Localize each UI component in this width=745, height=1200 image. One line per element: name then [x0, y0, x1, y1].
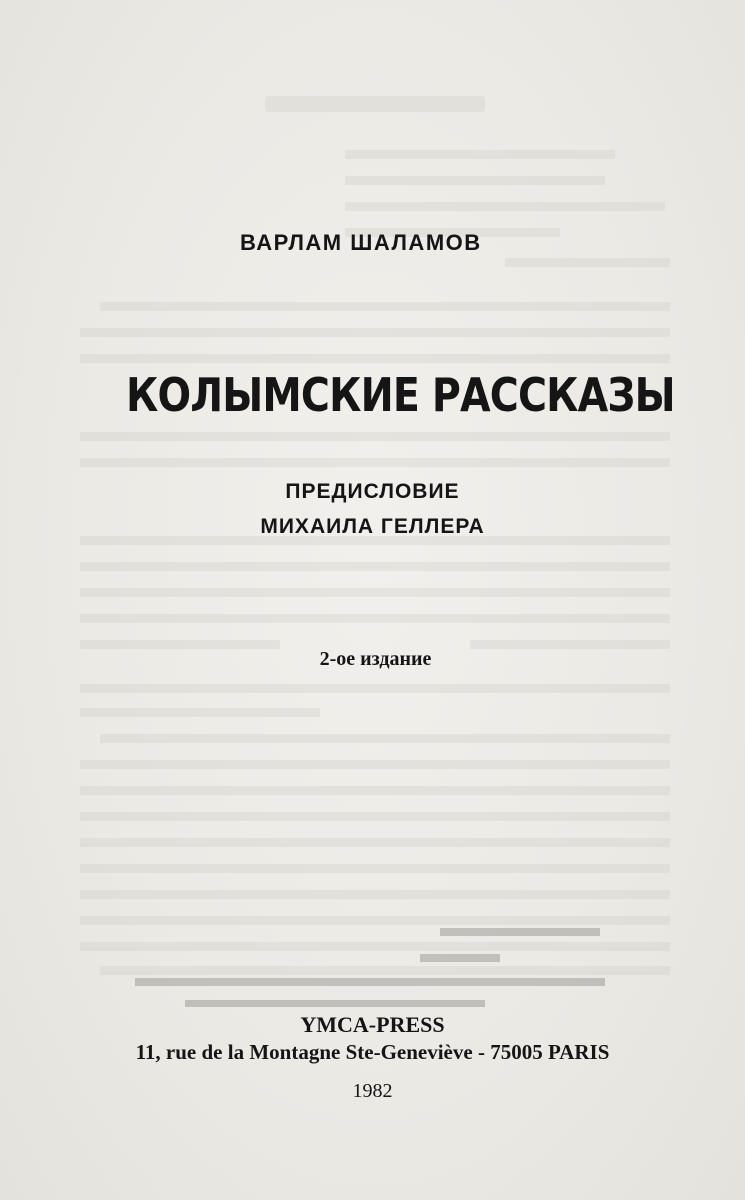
book-title: КОЛЫМСКИЕ РАССКАЗЫ	[126, 368, 675, 422]
publisher-address: 11, rue de la Montagne Ste-Geneviève - 75005 PARIS	[135, 1040, 610, 1064]
preface-author: МИХАИЛА ГЕЛЛЕРА	[260, 515, 485, 538]
publisher-name: YMCA-PRESS	[300, 1012, 445, 1037]
author-name: ВАРЛАМ ШАЛАМОВ	[240, 230, 482, 255]
edition-label: 2-ое издание	[319, 648, 432, 670]
preface-label: ПРЕДИСЛОВИЕ	[285, 480, 460, 503]
publication-year: 1982	[352, 1080, 393, 1102]
